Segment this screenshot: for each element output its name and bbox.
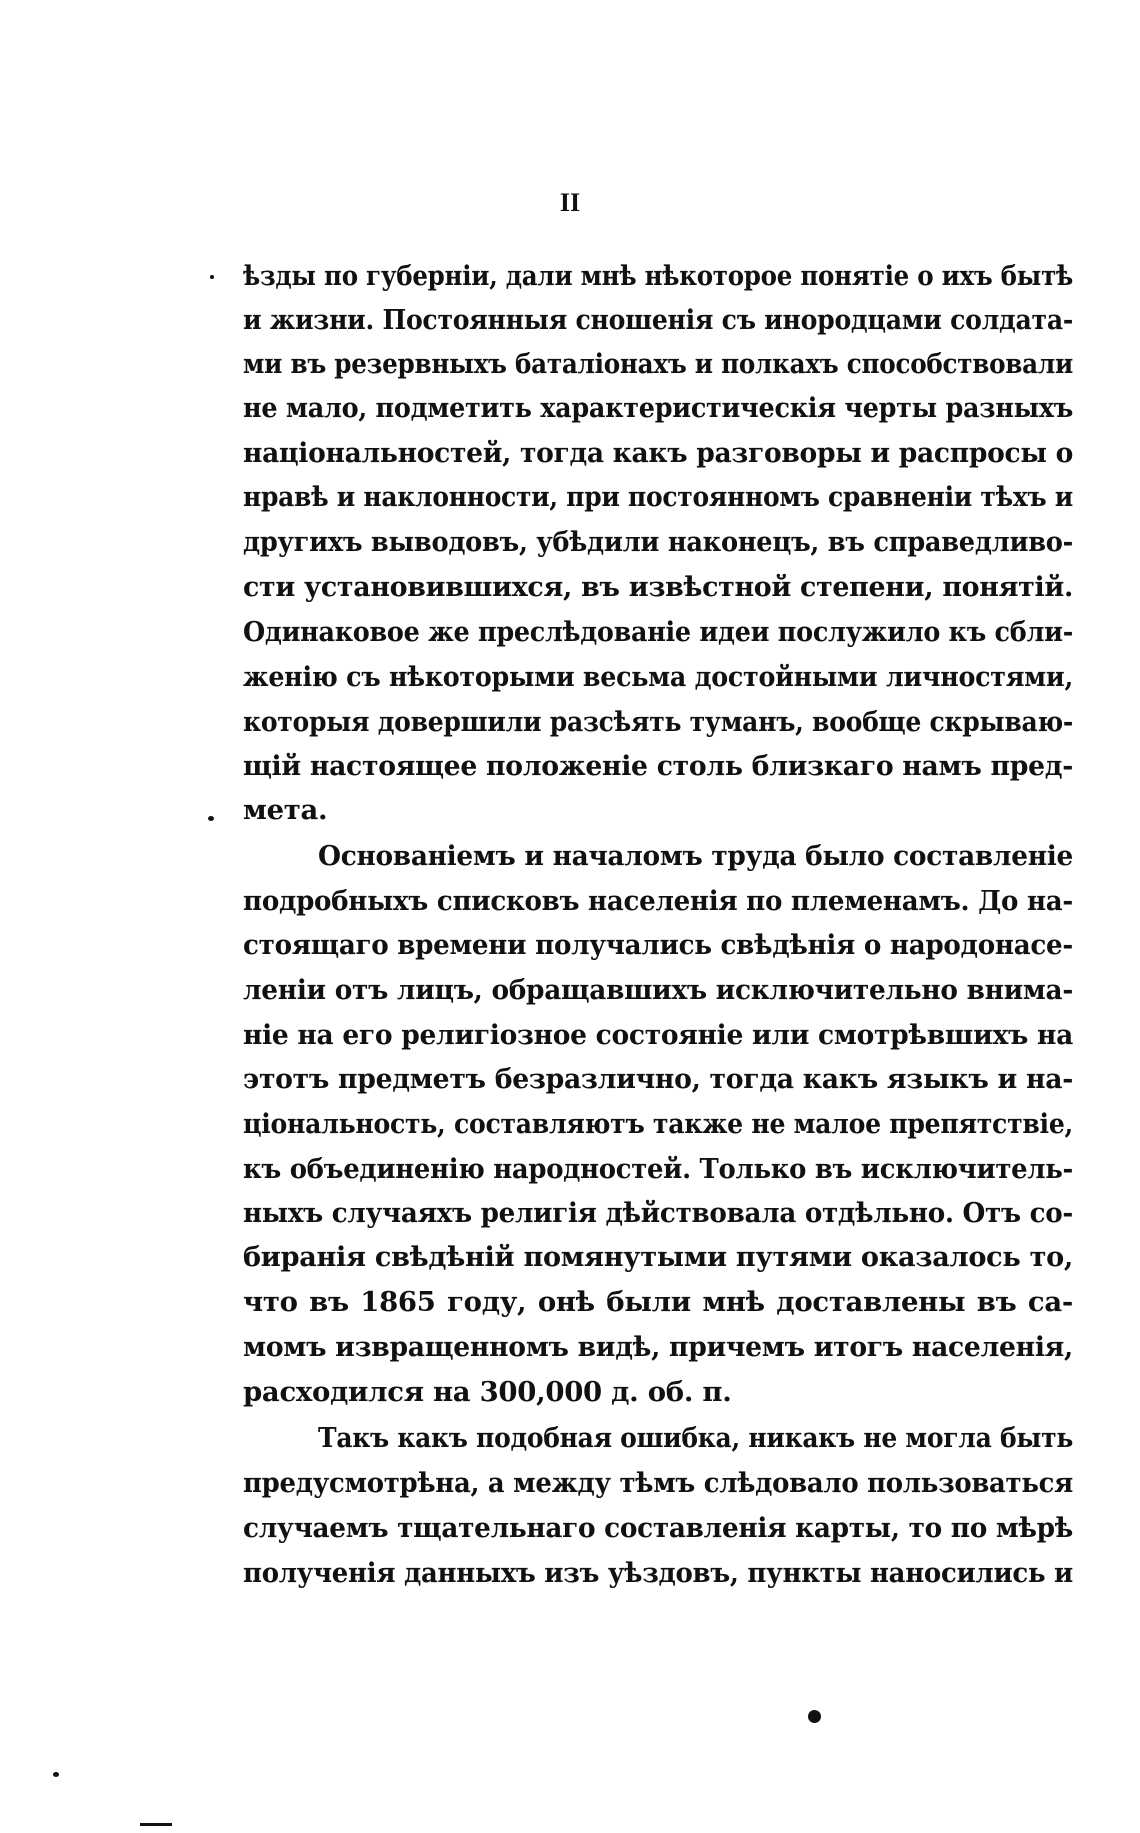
text-line: стоящаго времени получались свѣдѣнія о народонасе-: [243, 929, 1073, 961]
text-line: другихъ выводовъ, убѣдили наконецъ, въ справедливо-: [243, 526, 1073, 558]
text-line: расходился на 300,000 д. об. п.: [243, 1376, 732, 1408]
text-line: и жизни. Постоянныя сношенія съ инородцами солдата-: [243, 304, 1073, 336]
scan-speck: [808, 1710, 821, 1723]
scan-speck: [53, 1772, 59, 1777]
text-line: Одинаковое же преслѣдованіе идеи послужило къ сбли-: [243, 616, 1073, 648]
text-line: биранія свѣдѣній помянутыми путями оказалось то,: [243, 1241, 1073, 1273]
text-line: ныхъ случаяхъ религія дѣйствовала отдѣльно. Отъ со-: [243, 1197, 1073, 1229]
text-line: ми въ резервныхъ баталіонахъ и полкахъ способствовали: [243, 348, 1073, 380]
text-line: ніе на его религіозное состояніе или смотрѣвшихъ на: [243, 1019, 1073, 1051]
text-line: которыя довершили разсѣять туманъ, вообще скрываю-: [243, 706, 1073, 738]
text-line: леніи отъ лицъ, обращавшихъ исключительно внима-: [243, 974, 1073, 1006]
text-line: этотъ предметъ безразлично, тогда какъ языкъ и на-: [243, 1063, 1073, 1095]
paragraph-first-line: Основаніемъ и началомъ труда было составленіе: [318, 840, 1073, 872]
scan-speck: [140, 1823, 172, 1826]
text-line: щій настоящее положеніе столь близкаго намъ пред-: [243, 750, 1073, 782]
text-line: къ объединенію народностей. Только въ исключитель-: [243, 1153, 1073, 1185]
text-line: женію съ нѣкоторыми весьма достойными личностями,: [243, 661, 1073, 693]
scan-speck: [208, 816, 214, 821]
text-line: не мало, подметить характеристическія черты разныхъ: [243, 392, 1073, 424]
text-line: полученія данныхъ изъ уѣздовъ, пункты наносились и: [243, 1557, 1073, 1589]
text-line: нравѣ и наклонности, при постоянномъ сравненіи тѣхъ и: [243, 481, 1073, 513]
text-line: ѣзды по губерніи, дали мнѣ нѣкоторое понятіе о ихъ бытѣ: [243, 260, 1073, 292]
text-line: сти установившихся, въ извѣстной степени, понятій.: [243, 571, 1073, 603]
page-number: II: [559, 188, 581, 217]
text-line: подробныхъ списковъ населенія по племенамъ. До на-: [243, 885, 1073, 917]
scan-speck: [210, 275, 214, 279]
text-line: случаемъ тщательнаго составленія карты, то по мѣрѣ: [243, 1512, 1073, 1544]
text-line: національностей, тогда какъ разговоры и распросы о: [243, 437, 1073, 469]
text-line: мета.: [243, 794, 328, 826]
text-line: что въ 1865 году, онѣ были мнѣ доставлены въ са-: [243, 1286, 1073, 1318]
text-line: ціональность, составляютъ также не малое препятствіе,: [243, 1108, 1073, 1140]
text-line: предусмотрѣна, а между тѣмъ слѣдовало пользоваться: [243, 1467, 1073, 1499]
text-line: момъ извращенномъ видѣ, причемъ итогъ населенія,: [243, 1331, 1073, 1363]
paragraph-first-line: Такъ какъ подобная ошибка, никакъ не могла быть: [318, 1422, 1073, 1454]
